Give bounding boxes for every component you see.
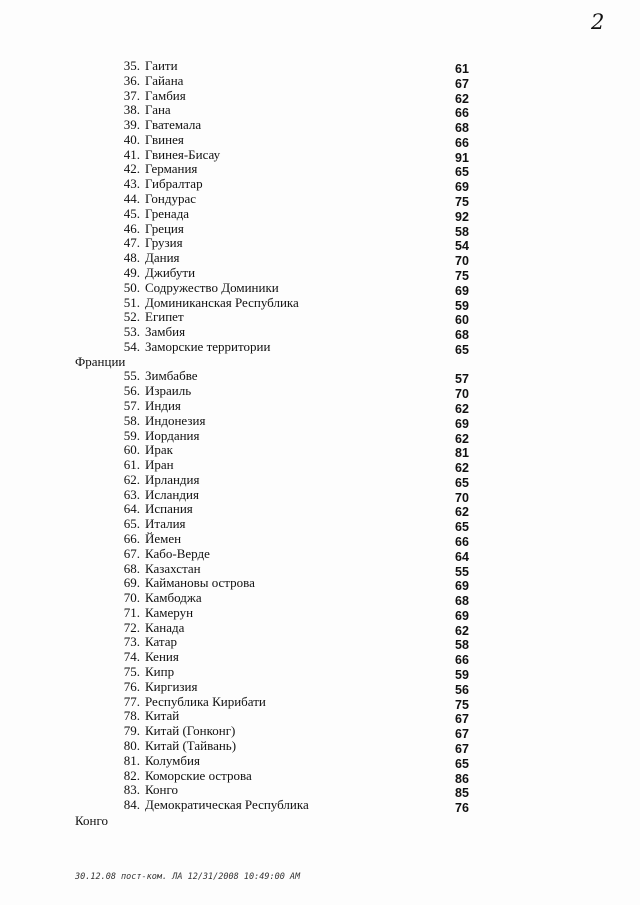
country-name: Индия	[145, 397, 181, 413]
score-value: 65	[455, 475, 469, 490]
list-item	[0, 739, 640, 754]
row-number: 43.	[123, 176, 140, 192]
row-number: 40.	[123, 131, 140, 147]
list-item	[0, 176, 640, 195]
score-value: 67	[455, 727, 469, 742]
list-item	[0, 383, 640, 402]
list-item	[0, 296, 640, 311]
list-item	[0, 429, 640, 444]
country-name: Катар	[145, 634, 178, 650]
row-number: 55.	[123, 368, 140, 384]
list-item	[0, 102, 640, 121]
country-name: Исландия	[145, 486, 199, 502]
score-value: 65	[455, 342, 469, 357]
list-item	[0, 754, 640, 769]
list-item	[0, 547, 640, 562]
list-item	[0, 664, 640, 683]
list-item	[0, 235, 640, 254]
row-number: 50.	[123, 279, 140, 295]
list-item	[0, 250, 640, 269]
country-name: Испания	[145, 501, 193, 517]
list-item	[0, 501, 640, 520]
list-item	[0, 368, 640, 387]
score-value: 67	[455, 741, 469, 756]
row-number: 57.	[123, 397, 140, 413]
score-value: 62	[455, 91, 469, 106]
score-value: 65	[455, 756, 469, 771]
score-value: 69	[455, 416, 469, 431]
list-item	[0, 562, 640, 577]
score-value: 70	[455, 254, 469, 269]
country-name: Китай (Гонконг)	[145, 723, 236, 739]
row-number: 46.	[123, 220, 140, 236]
country-name: Гаити	[145, 58, 178, 73]
list-item	[0, 59, 640, 74]
country-name: Канада	[145, 619, 185, 635]
country-name: Израиль	[145, 383, 192, 399]
country-name: Гвинея-Бисау	[145, 146, 221, 162]
row-number: 39.	[123, 117, 140, 133]
country-name: Заморские территории	[145, 338, 271, 354]
country-name: Содружество Доминики	[145, 279, 279, 295]
score-value: 59	[455, 298, 469, 313]
list-item	[0, 89, 640, 104]
country-name: Гамбия	[145, 87, 186, 103]
list-item	[0, 575, 640, 594]
row-number: 38.	[123, 102, 140, 118]
score-value: 67	[455, 76, 469, 91]
row-number: 80.	[123, 737, 140, 753]
score-value: 64	[455, 549, 469, 564]
country-name: Коморские острова	[145, 767, 252, 783]
list-item	[0, 414, 640, 429]
row-number: 47.	[123, 235, 140, 251]
row-number: 66.	[123, 531, 140, 546]
row-number: 56.	[123, 383, 140, 399]
row-number: 60.	[123, 442, 140, 458]
row-number: 63.	[123, 486, 140, 502]
row-number: 78.	[123, 708, 140, 724]
list-item	[0, 117, 640, 136]
row-number: 84.	[123, 797, 140, 813]
country-name: Джибути	[145, 264, 196, 280]
list-item	[0, 590, 640, 609]
score-value: 57	[455, 372, 469, 387]
row-number: 58.	[123, 412, 140, 428]
row-number: 54.	[123, 338, 140, 354]
score-value: 68	[455, 328, 469, 343]
row-number: 42.	[123, 161, 140, 177]
row-number: 53.	[123, 324, 140, 340]
row-number: 48.	[123, 250, 140, 266]
row-number: 35.	[123, 58, 140, 73]
list-item	[0, 708, 640, 727]
country-name: Кения	[145, 649, 179, 665]
score-value: 55	[455, 564, 469, 579]
country-name: Камерун	[145, 604, 194, 620]
score-value: 70	[455, 490, 469, 505]
score-value: 62	[455, 461, 469, 476]
row-number: 71.	[123, 604, 140, 620]
score-value: 65	[455, 165, 469, 180]
country-list	[0, 58, 640, 816]
country-name: Зимбабве	[145, 368, 198, 384]
list-item	[0, 606, 640, 621]
list-item	[0, 161, 640, 180]
score-value: 81	[455, 446, 469, 461]
country-name: Доминиканская Республика	[145, 294, 299, 310]
country-name: Гайана	[145, 72, 184, 88]
row-number: 37.	[123, 87, 140, 103]
country-name: Демократическая Республика	[145, 797, 309, 813]
country-name: Замбия	[145, 324, 186, 340]
row-number: 73.	[123, 634, 140, 650]
list-item	[0, 133, 640, 148]
list-item	[0, 797, 640, 816]
country-name: Камбоджа	[145, 590, 202, 606]
country-name: Германия	[145, 161, 198, 177]
score-value: 66	[455, 135, 469, 150]
country-name: Казахстан	[145, 560, 201, 576]
list-item	[0, 309, 640, 328]
list-item	[0, 207, 640, 222]
score-value: 70	[455, 387, 469, 402]
list-item	[0, 488, 640, 503]
score-value: 62	[455, 623, 469, 638]
list-item	[0, 340, 640, 355]
row-number: 68.	[123, 560, 140, 576]
row-number: 36.	[123, 72, 140, 88]
row-number: 64.	[123, 501, 140, 517]
country-name: Италия	[145, 516, 186, 532]
list-item	[0, 621, 640, 636]
row-number: 72.	[123, 619, 140, 635]
row-number: 82.	[123, 767, 140, 783]
row-number: 77.	[123, 693, 140, 709]
country-name: Гвинея	[145, 131, 184, 147]
row-number: 74.	[123, 649, 140, 665]
row-number: 75.	[123, 664, 140, 680]
list-item	[0, 516, 640, 535]
country-name: Дания	[145, 250, 180, 266]
country-name: Греция	[145, 220, 184, 236]
list-item	[0, 148, 640, 163]
row-number: 65.	[123, 516, 140, 532]
score-value: 91	[455, 150, 469, 165]
country-name: Киргизия	[145, 678, 198, 694]
list-item	[0, 191, 640, 210]
score-value: 69	[455, 579, 469, 594]
country-name: Иран	[145, 457, 174, 473]
score-value: 61	[455, 62, 469, 76]
list-item	[0, 649, 640, 668]
row-number: 81.	[123, 752, 140, 768]
list-item	[0, 769, 640, 784]
country-name: Гренада	[145, 205, 190, 221]
list-item	[0, 281, 640, 296]
score-value: 69	[455, 180, 469, 195]
list-item	[0, 532, 640, 547]
score-value: 75	[455, 195, 469, 210]
score-value: 54	[455, 239, 469, 254]
list-item	[0, 695, 640, 710]
country-name: Республика Кирибати	[145, 693, 266, 709]
country-name: Гана	[145, 102, 171, 118]
country-name: Каймановы острова	[145, 575, 255, 591]
score-value: 85	[455, 786, 469, 801]
list-item	[0, 74, 640, 89]
score-value: 56	[455, 682, 469, 697]
country-name: Индонезия	[145, 412, 206, 428]
row-number: 41.	[123, 146, 140, 162]
score-value: 86	[455, 771, 469, 786]
row-continuation-text: Конго	[75, 813, 108, 828]
score-value: 62	[455, 401, 469, 416]
list-item	[0, 723, 640, 742]
country-name: Ирландия	[145, 471, 200, 487]
list-item	[0, 473, 640, 488]
score-value: 58	[455, 638, 469, 653]
score-value: 62	[455, 431, 469, 446]
list-item	[0, 680, 640, 695]
score-value: 68	[455, 121, 469, 136]
score-value: 66	[455, 653, 469, 668]
country-name: Грузия	[145, 235, 183, 251]
score-value: 66	[455, 535, 469, 549]
row-number: 79.	[123, 723, 140, 739]
row-number: 69.	[123, 575, 140, 591]
list-item	[0, 457, 640, 476]
score-value: 75	[455, 697, 469, 712]
list-item	[0, 324, 640, 343]
country-name: Китай (Тайвань)	[145, 737, 237, 753]
row-number: 59.	[123, 427, 140, 443]
score-value: 75	[455, 268, 469, 283]
country-name: Китай	[145, 708, 180, 724]
row-number: 45.	[123, 205, 140, 221]
score-value: 68	[455, 594, 469, 609]
row-number: 49.	[123, 264, 140, 280]
list-item	[0, 399, 640, 414]
score-value: 67	[455, 712, 469, 727]
row-number: 51.	[123, 294, 140, 310]
score-value: 76	[455, 801, 469, 816]
row-continuation-text: Франции	[75, 354, 126, 369]
score-value: 66	[455, 106, 469, 121]
footer-stamp: 30.12.08 пост-ком. ЛА 12/31/2008 10:49:00 AM	[75, 872, 301, 882]
list-item	[0, 634, 640, 653]
score-value: 60	[455, 313, 469, 328]
row-number: 76.	[123, 678, 140, 694]
row-number: 83.	[123, 782, 140, 798]
country-name: Гибралтар	[145, 176, 203, 192]
country-name: Колумбия	[145, 752, 200, 768]
score-value: 58	[455, 224, 469, 239]
country-name: Иордания	[145, 427, 200, 443]
page-number: 2	[591, 10, 605, 34]
score-value: 92	[455, 209, 469, 224]
row-number: 62.	[123, 471, 140, 487]
country-name: Кипр	[145, 664, 175, 680]
list-item	[0, 222, 640, 237]
score-value: 65	[455, 520, 469, 535]
country-name: Ирак	[145, 442, 173, 458]
row-number: 52.	[123, 309, 140, 325]
score-value: 59	[455, 668, 469, 683]
score-value: 69	[455, 608, 469, 623]
list-item	[0, 442, 640, 461]
country-name: Гондурас	[145, 191, 196, 207]
country-name: Кабо-Верде	[145, 545, 210, 561]
list-item	[0, 266, 640, 281]
country-name: Гватемала	[145, 117, 202, 133]
country-name: Йемен	[145, 531, 182, 546]
list-item	[0, 782, 640, 801]
row-number: 70.	[123, 590, 140, 606]
row-number: 44.	[123, 191, 140, 207]
country-name: Конго	[145, 782, 178, 798]
row-number: 67.	[123, 545, 140, 561]
score-value: 69	[455, 283, 469, 298]
score-value: 62	[455, 505, 469, 520]
row-number: 61.	[123, 457, 140, 473]
country-name: Египет	[145, 309, 184, 325]
